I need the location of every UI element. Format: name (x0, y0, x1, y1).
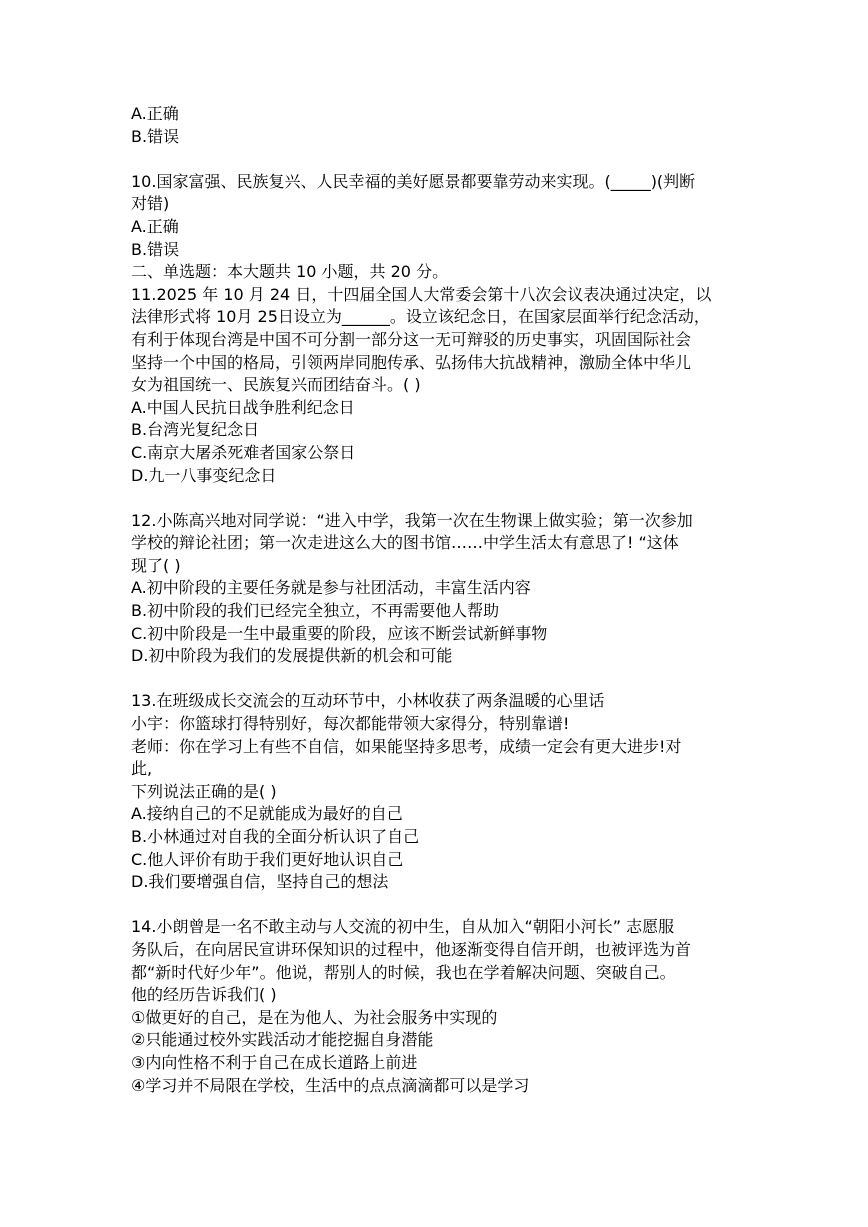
option-c: C.南京大屠杀死难者国家公祭日 (131, 442, 356, 462)
option-a: A.正确 (131, 216, 179, 236)
option-a: A.初中阶段的主要任务就是参与社团活动，丰富生活内容 (131, 578, 531, 598)
question-stem-line: 老师：你在学习上有些不自信，如果能坚持多思考，成绩一定会有更大进步!对 (131, 736, 682, 756)
question-stem-line: 13.在班级成长交流会的互动环节中，小林收获了两条温暖的心里话 (131, 691, 605, 711)
question-stem-line: 此, (131, 759, 153, 779)
question-stem-line: 法律形式将 10月 25日设立为______。设立该纪念日，在国家层面举行纪念活动， (131, 307, 710, 327)
spacer (131, 487, 741, 510)
question-stem-line: 12.小陈高兴地对同学说：“进入中学，我第一次在生物课上做实验；第一次参加 (131, 510, 693, 530)
question-stem-line: 小宇：你篮球打得特别好，每次都能带领大家得分，特别靠谱! (131, 714, 570, 734)
question-9-options (131, 103, 741, 148)
option-d: D.九一八事变纪念日 (131, 465, 277, 485)
option-a: A.接纳自己的不足就能成为最好的自己 (131, 804, 403, 824)
statement-4: ④学习并不局限在学校，生活中的点点滴滴都可以是学习 (131, 1075, 530, 1095)
question-stem-line: 11.2025 年 10 月 24 日，十四届全国人大常委会第十八次会议表决通过决定，以 (131, 284, 712, 304)
question-stem-line: 现了( ) (131, 555, 181, 575)
question-stem-line: 有利于体现台湾是中国不可分割一部分这一无可辩驳的历史事实，巩固国际社会 (131, 329, 692, 349)
question-stem-line: 下列说法正确的是( ) (131, 781, 277, 801)
question-12 (131, 510, 741, 668)
option-b: B.错误 (131, 126, 180, 146)
question-14 (131, 916, 741, 1097)
spacer (131, 148, 741, 171)
exam-page (131, 103, 741, 1097)
spacer (131, 894, 741, 917)
spacer (131, 668, 741, 691)
question-stem-line: 对错) (131, 194, 170, 214)
option-d: D.初中阶段为我们的发展提供新的机会和可能 (131, 646, 453, 666)
question-10 (131, 171, 741, 261)
option-b: B.台湾光复纪念日 (131, 420, 260, 440)
option-a: A.正确 (131, 104, 179, 123)
option-b: B.错误 (131, 239, 180, 259)
statement-2: ②只能通过校外实践活动才能挖掘自身潜能 (131, 1030, 434, 1050)
question-stem-line: 10.国家富强、民族复兴、人民幸福的美好愿景都要靠劳动来实现。(_____)(判断 (131, 171, 696, 191)
question-stem-line: 学校的辩论社团；第一次走进这么大的图书馆……中学生活太有意思了! “这体 (131, 533, 679, 553)
question-11 (131, 284, 741, 487)
statement-1: ①做更好的自己，是在为他人、为社会服务中实现的 (131, 1007, 498, 1027)
question-stem-line: 都“新时代好少年”。他说，帮别人的时候，我也在学着解决问题、突破自己。 (131, 962, 676, 982)
option-b: B.初中阶段的我们已经完全独立，不再需要他人帮助 (131, 601, 500, 621)
section-heading: 二、单选题：本大题共 10 小题，共 20 分。 (131, 262, 449, 282)
question-stem-line: 坚持一个中国的格局，引领两岸同胞传承、弘扬伟大抗战精神，激励全体中华儿 (131, 352, 692, 372)
option-b: B.小林通过对自我的全面分析认识了自己 (131, 827, 420, 846)
statement-3: ③内向性格不利于自己在成长道路上前进 (131, 1052, 418, 1072)
option-c: C.初中阶段是一生中最重要的阶段，应该不断尝试新鲜事物 (131, 623, 548, 643)
option-a: A.中国人民抗日战争胜利纪念日 (131, 397, 355, 417)
option-c: C.他人评价有助于我们更好地认识自己 (131, 849, 404, 869)
question-stem-line: 14.小朗曾是一名不敢主动与人交流的初中生，自从加入“朝阳小河长” 志愿服 (131, 917, 675, 937)
question-13 (131, 690, 741, 893)
option-d: D.我们要增强自信，坚持自己的想法 (131, 872, 389, 892)
question-stem-line: 他的经历告诉我们( ) (131, 985, 277, 1005)
question-stem-line: 务队后，在向居民宣讲环保知识的过程中，他逐渐变得自信开朗，也被评选为首 (131, 939, 692, 959)
question-stem-line: 女为祖国统一、民族复兴而团结奋斗。( ) (131, 375, 421, 395)
